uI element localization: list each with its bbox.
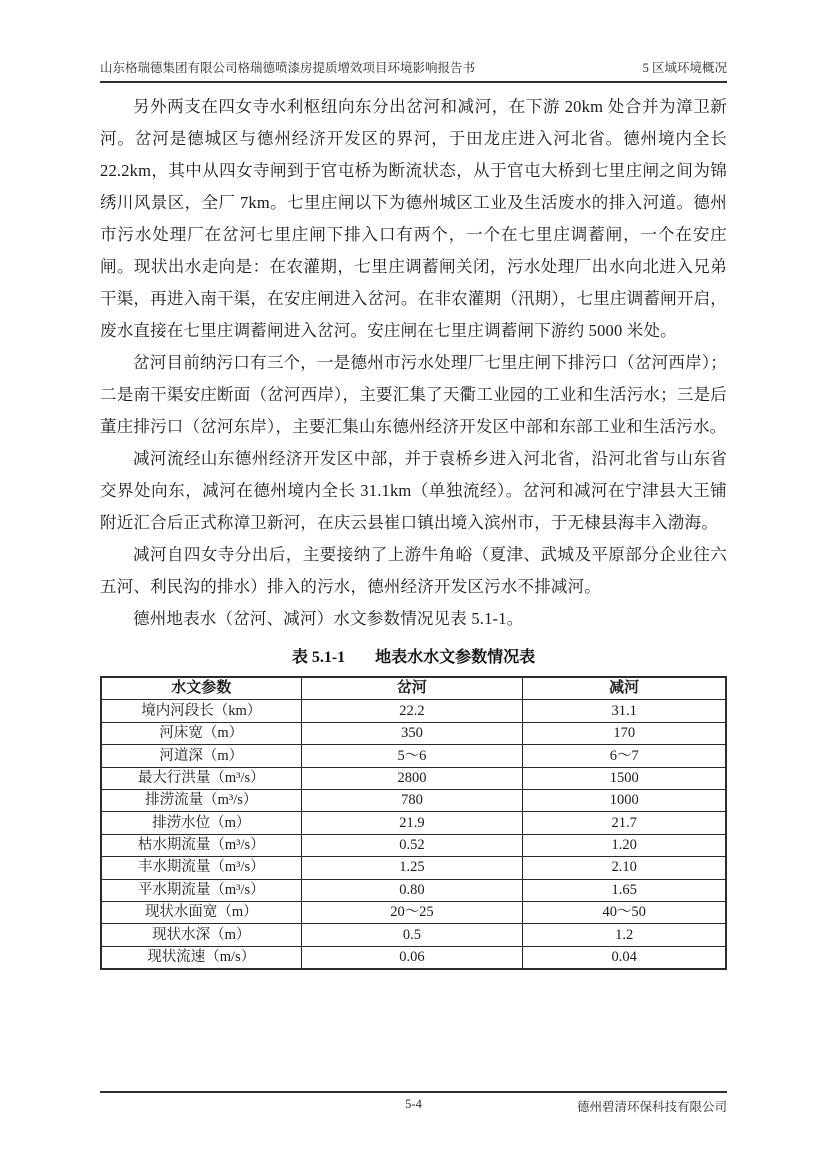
row-label: 现状流速（m/s） bbox=[101, 946, 301, 969]
header-section-label: 5 区域环境概况 bbox=[642, 61, 727, 75]
cell-jianhe: 170 bbox=[523, 722, 726, 744]
column-header-jianhe: 减河 bbox=[523, 677, 726, 700]
table-row bbox=[101, 767, 726, 789]
row-label: 丰水期流量（m³/s） bbox=[101, 857, 301, 879]
cell-chahe: 21.9 bbox=[301, 812, 523, 834]
table-row bbox=[101, 722, 726, 744]
table-row bbox=[101, 812, 726, 834]
page-header bbox=[100, 58, 727, 83]
table-row bbox=[101, 857, 726, 879]
cell-chahe: 0.52 bbox=[301, 834, 523, 856]
hydrology-parameters-table bbox=[100, 676, 727, 970]
footer-company-name: 德州碧清环保科技有限公司 bbox=[576, 1100, 727, 1114]
row-label: 河床宽（m） bbox=[101, 722, 301, 744]
cell-jianhe: 1500 bbox=[523, 767, 726, 789]
cell-jianhe: 0.04 bbox=[523, 946, 726, 969]
table-caption-label: 表 5.1-1 bbox=[291, 649, 346, 666]
table-row bbox=[101, 901, 726, 923]
cell-chahe: 22.2 bbox=[301, 700, 523, 722]
cell-jianhe: 1.65 bbox=[523, 879, 726, 901]
cell-chahe: 0.06 bbox=[301, 946, 523, 969]
cell-jianhe: 1.2 bbox=[523, 924, 726, 946]
table-row bbox=[101, 700, 726, 722]
row-label: 最大行洪量（m³/s） bbox=[101, 767, 301, 789]
cell-chahe: 1.25 bbox=[301, 857, 523, 879]
table-caption-title: 地表水水文参数情况表 bbox=[375, 649, 536, 666]
paragraph-rivers-overview: 另外两支在四女寺水利枢纽向东分出岔河和减河，在下游 20km 处合并为漳卫新河。岔河是德城区与德州经济开发区的界河，于田龙庄进入河北省。德州境内全长 22.2km，其中从四女寺闸到于官屯桥为断流状态，从于官屯大桥到七里庄闸之间为锦绣川风景区，全厂 7km。七里庄闸以下为德州城区工业及生活废水的排入河道。德州市污水处理厂在岔河七里庄闸下排入口有两个，一个在七里庄调蓄闸，一个在安庄闸。现状出水走向是：在农灌期，七里庄调蓄闸关闭，污水处理厂出水向北进入兄弟干渠，再进入南干渠，在安庄闸进入岔河。在非农灌期（汛期），七里庄调蓄闸开启，废水直接在七里庄调蓄闸进入岔河。安庄闸在七里庄调蓄闸下游约 5000 米处。 bbox=[100, 97, 727, 340]
cell-jianhe: 6～7 bbox=[523, 745, 726, 767]
paragraph-jianhe-course: 减河流经山东德州经济开发区中部，并于袁桥乡进入河北省，沿河北省与山东省交界处向东，减河在德州境内全长 31.1km（单独流经）。岔河和减河在宁津县大王铺附近汇合后正式称漳卫新河，在庆云县崔口镇出境入滨州市，于无棣县海丰入渤海。 bbox=[100, 449, 727, 532]
page-number: 5-4 bbox=[405, 1097, 422, 1111]
cell-jianhe: 1.20 bbox=[523, 834, 726, 856]
table-caption bbox=[100, 644, 727, 667]
paragraph-jianhe-pollution: 减河自四女寺分出后，主要接纳了上游牛角峪（夏津、武城及平原部分企业往六五河、利民沟的排水）排入的污水，德州经济开发区污水不排减河。 bbox=[100, 545, 727, 596]
table-row bbox=[101, 834, 726, 856]
row-label: 河道深（m） bbox=[101, 745, 301, 767]
cell-chahe: 5～6 bbox=[301, 745, 523, 767]
row-label: 平水期流量（m³/s） bbox=[101, 879, 301, 901]
row-label: 现状水面宽（m） bbox=[101, 901, 301, 923]
table-header-row bbox=[101, 677, 726, 700]
row-label: 排涝水位（m） bbox=[101, 812, 301, 834]
paragraph-table-reference: 德州地表水（岔河、减河）水文参数情况见表 5.1-1。 bbox=[133, 609, 524, 628]
column-header-parameter: 水文参数 bbox=[101, 677, 301, 700]
cell-chahe: 0.80 bbox=[301, 879, 523, 901]
table-row bbox=[101, 879, 726, 901]
cell-jianhe: 2.10 bbox=[523, 857, 726, 879]
cell-jianhe: 21.7 bbox=[523, 812, 726, 834]
row-label: 现状水深（m） bbox=[101, 924, 301, 946]
paragraph-chahe-outfalls: 岔河目前纳污口有三个，一是德州市污水处理厂七里庄闸下排污口（岔河西岸）；二是南干渠安庄断面（岔河西岸），主要汇集了天衢工业园的工业和生活污水；三是后董庄排污口（岔河东岸），主要汇集山东德州经济开发区中部和东部工业和生活污水。 bbox=[100, 353, 727, 436]
table-row bbox=[101, 789, 726, 811]
cell-chahe: 0.5 bbox=[301, 924, 523, 946]
table-row bbox=[101, 946, 726, 969]
cell-chahe: 2800 bbox=[301, 767, 523, 789]
row-label: 境内河段长（km） bbox=[101, 700, 301, 722]
cell-jianhe: 1000 bbox=[523, 789, 726, 811]
cell-jianhe: 40～50 bbox=[523, 901, 726, 923]
header-report-title: 山东格瑞德集团有限公司格瑞德喷漆房提质增效项目环境影响报告书 bbox=[100, 61, 476, 75]
cell-chahe: 780 bbox=[301, 789, 523, 811]
cell-chahe: 20～25 bbox=[301, 901, 523, 923]
cell-chahe: 350 bbox=[301, 722, 523, 744]
document-body bbox=[100, 91, 727, 970]
table-row bbox=[101, 745, 726, 767]
cell-jianhe: 31.1 bbox=[523, 700, 726, 722]
table-row bbox=[101, 924, 726, 946]
page-footer bbox=[100, 1091, 727, 1121]
row-label: 排涝流量（m³/s） bbox=[101, 789, 301, 811]
row-label: 枯水期流量（m³/s） bbox=[101, 834, 301, 856]
column-header-chahe: 岔河 bbox=[301, 677, 523, 700]
